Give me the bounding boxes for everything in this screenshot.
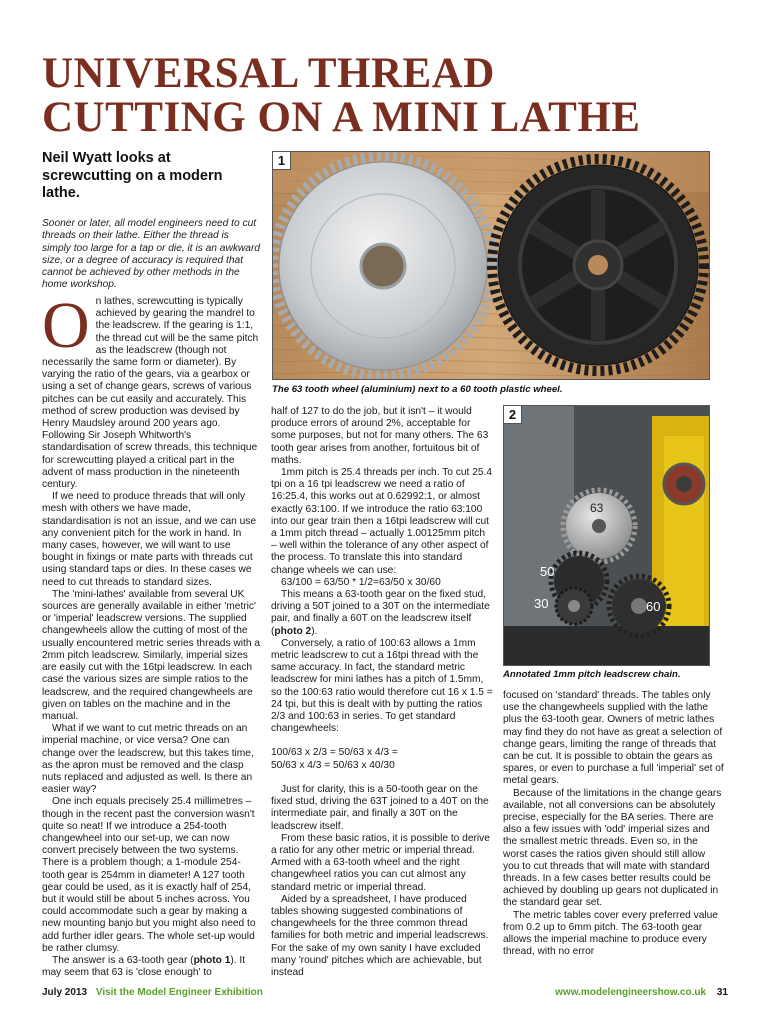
- body-paragraph: Because of the limitations in the change gears available, not all conversions can be absolutely precise, especially for the BA series. There are also a few issues with 'odd' imperial sizes and the smallest metric threads. Even so, in the worst cases the ratios given should still allow you to cut threads that will mate with standard threads. In a few cases better results could be achieved by doubling up gears not duplicated in the standard gear set.: [503, 787, 722, 909]
- photo-1-caption: The 63 tooth wheel (aluminium) next to a 60 tooth plastic wheel.: [272, 384, 563, 395]
- body-paragraph: The metric tables cover every preferred value from 0.2 up to 6mm pitch. The 63-tooth gear allows the imperial machine to produce every thread, with no error: [503, 909, 718, 958]
- body-paragraph: Aided by a spreadsheet, I have produced tables showing suggested combinations of changewheels for the three common thread families for both metric and imperial leadscrews. For the sake of my own sanity I have excluded many 'round' pitches which are achievable, but instead: [271, 893, 489, 978]
- photo-2-caption: Annotated 1mm pitch leadscrew chain.: [503, 669, 681, 680]
- gear-30: [556, 588, 592, 624]
- body-paragraph: The 'mini-lathes' available from several UK sources are generally available in either 'metric' or 'imperial' leadscrew versions. The supplied changewheels allow the cutting of most of the usually encountered metric series threads with a 2mm pitch leadscrew. Similarly, imperial sizes are easily cut with the 16tpi leadscrew. In each case the various sizes are simple ratios to the leadscrew, and the required changewheels are given on tables on the machine and in the manual.: [42, 588, 261, 722]
- body-paragraph: The answer is a 63-tooth gear (photo 1). It may seem that 63 is 'close enough' to: [42, 954, 246, 979]
- body-paragraph: One inch equals precisely 25.4 millimetres – though in the recent past the conversion wasn't quite so neat! If we introduce a 254-tooth changewheel into our set-up, we can now convert precisely between the two systems. There is a problem though; a 1-module 254-tooth gear is 254mm in diameter! A 127 tooth gear could be used, as it is exactly half of 254, but it would still be about 5 inches across. You could accommodate such a gear by making a new mounting banjo but you might also need to add further idler gears. The whole set-up would be rather clumsy.: [42, 796, 256, 954]
- formula-line: 50/63 x 4/3 = 50/63 x 40/30: [271, 759, 395, 771]
- footer-promo: Visit the Model Engineer Exhibition: [95, 987, 263, 998]
- title-line-2: CUTTING ON A MINI LATHE: [42, 94, 641, 141]
- footer-right: [555, 987, 728, 998]
- label-50: 50: [540, 564, 555, 579]
- leadscrew-chain-image: [504, 406, 710, 666]
- body-column-3: [503, 690, 724, 958]
- photo-number-badge: 1: [273, 152, 291, 170]
- body-paragraph: 1mm pitch is 25.4 threads per inch. To cut 25.4 tpi on a 16 tpi leadscrew we need a ratio of 16:25.4, this works out at 0.62992:1, or almost exactly 63:100. If we introduce the ratio 63:100 into our gear train then a 16tpi leadscrew will cut a 1mm pitch thread – actually 1.00125mm pitch – well within the tolerance of any other aspect of the process. To translate this into standard change wheels we can use:: [271, 467, 493, 576]
- photo-ref: photo 1: [193, 954, 231, 966]
- footer-url[interactable]: www.modelengineershow.co.uk: [555, 987, 707, 998]
- label-60: 60: [646, 599, 661, 614]
- issue-date: July 2013: [42, 987, 88, 998]
- body-column-1: [42, 289, 262, 979]
- body-paragraph: Conversely, a ratio of 100:63 allows a 1mm metric leadscrew to cut a 16tpi thread with the same accuracy. In fact, the standard metric leadscrew for mini lathes has a pitch of 1.5mm, so the 100:63 ratio would therefore cut 16 x 1.5 = 24 tpi, but this is dealt with by putting the ratios 2/3 and 100:63 in series. To get standard changewheels:: [271, 637, 493, 735]
- photo-1: [272, 151, 710, 380]
- title-line-1: UNIVERSAL THREAD: [42, 50, 495, 97]
- label-30: 30: [534, 596, 549, 611]
- intro-paragraph: Sooner or later, all model engineers need to cut threads on their lathe. Either the thread is simply too large for a tap or die, it is an awkward size, or a degree of accuracy is required that cannot be achieved by other methods in the home workshop.: [42, 218, 260, 291]
- label-63: 63: [590, 501, 604, 515]
- body-paragraph: On lathes, screwcutting is typically achieved by gearing the mandrel to the leadscrew. If the gearing is 1:1, the thread cut will be the same pitch as the leadscrew (though not necessarily the same form or diameter). By varying the ratio of the gears, via a gearbox or using a set of change gears, screws of various pitches can be cut easily and accurately. This method of screw production was devised by Henry Maudsley around 200 years ago. Following Sir Joseph Whitworth's standardisation of screw threads, this technique for screwcutting played a critical part in the advent of mass production in the nineteenth century.: [42, 289, 259, 491]
- photo-2: [503, 405, 710, 666]
- formula-line: 100/63 x 2/3 = 50/63 x 4/3 =: [271, 747, 398, 759]
- formula-line: 63/100 = 63/50 * 1/2=63/50 x 30/60: [281, 576, 441, 588]
- body-paragraph: Just for clarity, this is a 50-tooth gear on the fixed stud, driving the 63T joined to a 40T on the intermediate pair, and finally a 30T on the leadscrew itself.: [271, 783, 489, 832]
- body-paragraph: This means a 63-tooth gear on the fixed stud, driving a 50T joined to a 30T on the intermediate pair, and finally a 60T on the leadscrew itself (photo 2).: [271, 589, 490, 637]
- body-paragraph: focused on 'standard' threads. The tables only use the changewheels supplied with the lathe plus the 63-tooth gear. Owners of metric lathes may find they do not have as great a selection of change gears, limiting the range of threads that can be cut. It is possible to obtain the gears as spares, or even to purchase a full 'imperial' set of metal gears.: [503, 690, 724, 787]
- drop-cap: O: [42, 289, 90, 362]
- footer-left: [42, 987, 263, 998]
- standfirst: Neil Wyatt looks at screwcutting on a modern lathe.: [42, 150, 223, 201]
- page-number: 31: [716, 987, 728, 998]
- article-title: [42, 52, 742, 140]
- gears-photo-image: [273, 152, 710, 380]
- body-column-2: [271, 406, 493, 979]
- photo-number-badge: 2: [504, 406, 522, 424]
- body-paragraph: half of 127 to do the job, but it isn't – it would produce errors of around 2%, acceptable for some purposes, but not for many others. The 63 tooth gear arises from another, fortuitous bit of maths.: [271, 406, 489, 466]
- body-paragraph: If we need to produce threads that will only mesh with others we have made, standardisation is not an issue, and we can use any convenient pitch for the work in hand. In many cases, however, we will want to use bought in fixings or mate parts with threads cut using standard taps or dies. In these cases we need to cut threads to standard sizes.: [42, 491, 257, 588]
- photo-ref: photo 2: [274, 625, 312, 637]
- body-paragraph: What if we want to cut metric threads on an imperial machine, or vice versa? One can change over the leadscrew, but this takes time, as the apron must be removed and the clasp nuts replaced and adjusted as well. Is there an easier way?: [42, 723, 254, 796]
- body-paragraph: From these basic ratios, it is possible to derive a ratio for any other metric or imperial thread. Armed with a 63-tooth wheel and the right changewheel ratios you can cut almost any standard metric or imperial thread.: [271, 832, 490, 893]
